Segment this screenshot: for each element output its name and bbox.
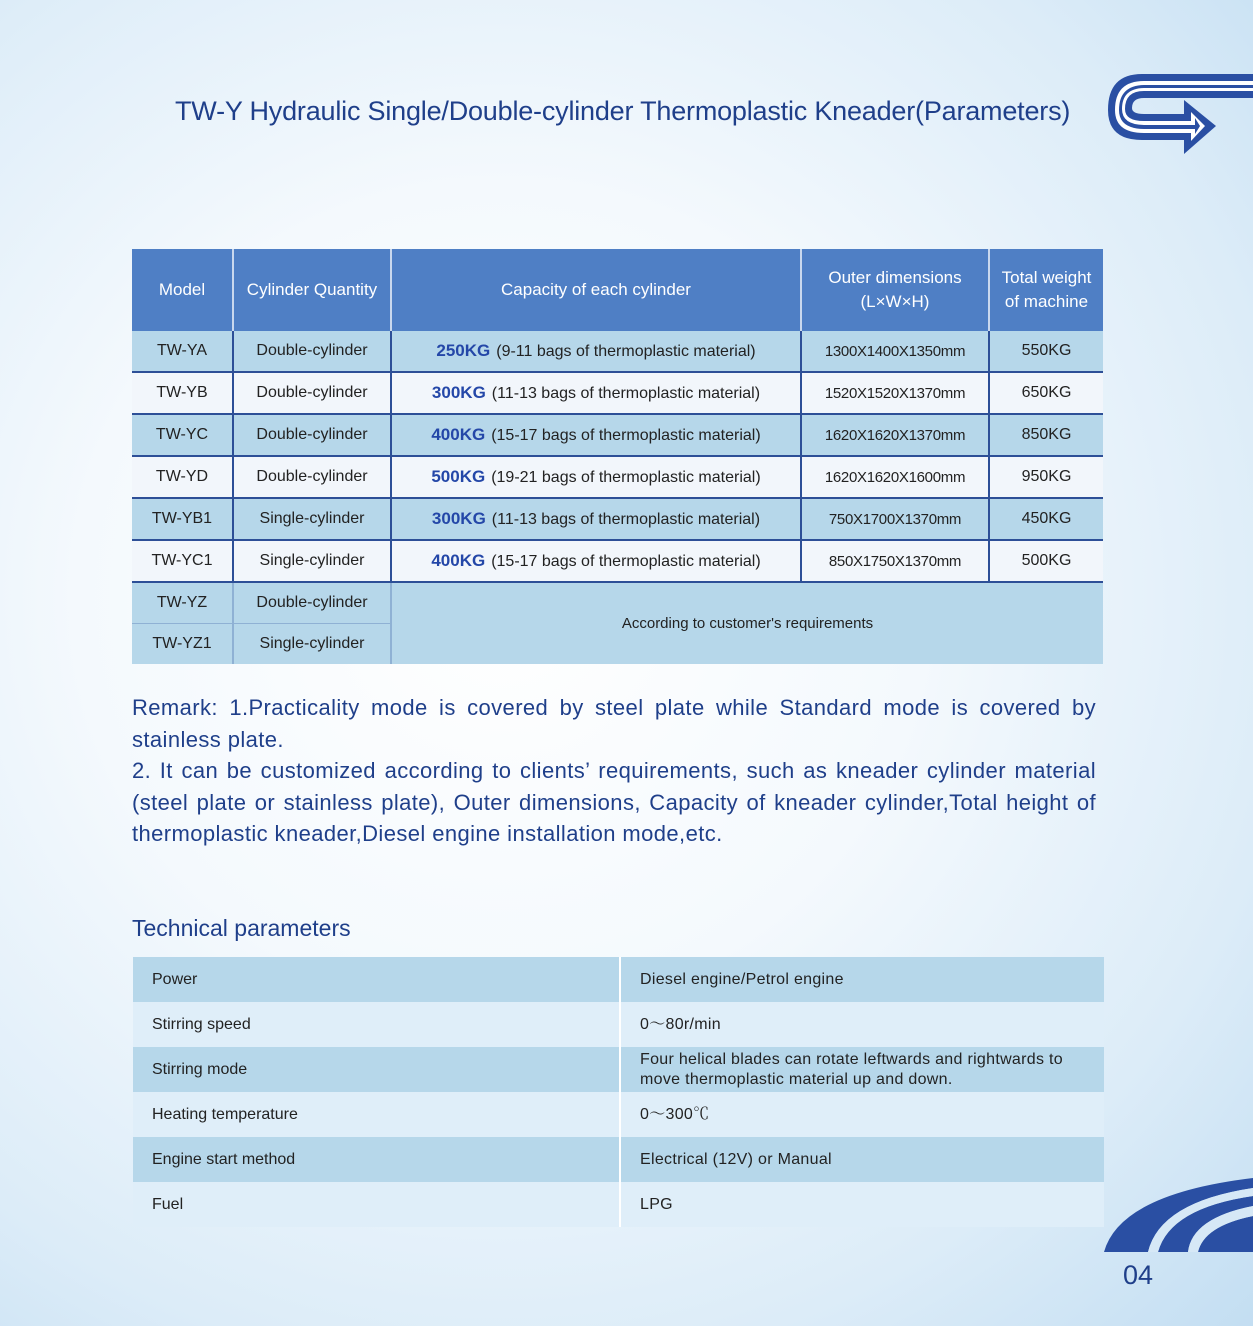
remark-block — [132, 692, 1096, 850]
capacity-note: (15-17 bags of thermoplastic material) — [491, 427, 761, 444]
tech-value: Electrical (12V) or Manual — [620, 1137, 1104, 1182]
table-row — [132, 498, 1103, 540]
table-row — [133, 957, 1104, 1002]
cylinder-cell: Single-cylinder — [233, 498, 391, 540]
technical-title: Technical parameters — [132, 915, 351, 941]
tech-key: Engine start method — [133, 1137, 620, 1182]
capacity-kg: 250KG — [436, 341, 491, 360]
dimensions-cell: 850X1750X1370mm — [801, 540, 989, 582]
cylinder-cell: Single-cylinder — [233, 624, 391, 665]
table-row — [132, 540, 1103, 582]
cylinder-cell: Double-cylinder — [233, 582, 391, 624]
tech-value: 0～80r/min — [620, 1002, 1104, 1047]
tech-key: Stirring speed — [133, 1002, 620, 1047]
dimensions-cell: 1620X1620X1600mm — [801, 456, 989, 498]
table-row — [133, 1182, 1104, 1227]
tech-key: Heating temperature — [133, 1092, 620, 1137]
weight-cell: 500KG — [989, 540, 1103, 582]
page-title: TW-Y Hydraulic Single/Double-cylinder Thermoplastic Kneader(Parameters) — [175, 96, 1071, 126]
capacity-note: (9-11 bags of thermoplastic material) — [496, 343, 756, 360]
remark-1: Remark: 1.Practicality mode is covered by steel plate while Standard mode is covered by stainless plate. — [132, 695, 1096, 752]
weight-cell: 450KG — [989, 498, 1103, 540]
tech-value: Four helical blades can rotate leftwards and rightwards to move thermoplastic material up and down. — [620, 1047, 1104, 1092]
parameters-table — [132, 249, 1103, 664]
weight-cell: 950KG — [989, 456, 1103, 498]
model-cell: TW-YZ — [132, 582, 233, 624]
header-total-weight-line1: Total weight — [1001, 268, 1092, 287]
tech-key: Fuel — [133, 1182, 620, 1227]
capacity-cell — [391, 540, 801, 582]
weight-cell: 550KG — [989, 331, 1103, 372]
remark-2: 2. It can be customized according to clients’ requirements, such as kneader cylinder material (steel plate or stainless plate), Outer dimensions, Capacity of kneader cylinder,Total height of thermoplastic kneader,Diesel engine installation mode,etc. — [132, 758, 1096, 847]
technical-table — [133, 957, 1104, 1227]
capacity-note: (19-21 bags of thermoplastic material) — [491, 469, 761, 486]
dimensions-cell: 1520X1520X1370mm — [801, 372, 989, 414]
table-row — [132, 372, 1103, 414]
model-cell: TW-YB1 — [132, 498, 233, 540]
tech-value: Diesel engine/Petrol engine — [620, 957, 1104, 1002]
capacity-kg: 300KG — [431, 383, 486, 402]
cylinder-cell: Double-cylinder — [233, 331, 391, 372]
capacity-kg: 400KG — [431, 551, 486, 570]
capacity-note: (11-13 bags of thermoplastic material) — [491, 385, 761, 402]
tech-key: Stirring mode — [133, 1047, 620, 1092]
capacity-cell — [391, 372, 801, 414]
header-total-weight — [989, 249, 1103, 331]
cylinder-cell: Single-cylinder — [233, 540, 391, 582]
tech-key: Power — [133, 957, 620, 1002]
capacity-cell — [391, 414, 801, 456]
table-row — [133, 1092, 1104, 1137]
model-cell: TW-YB — [132, 372, 233, 414]
custom-requirements-cell: According to customer's requirements — [391, 582, 1103, 664]
capacity-kg: 300KG — [431, 509, 486, 528]
capacity-cell — [391, 331, 801, 372]
road-swoosh-icon — [1100, 1174, 1253, 1254]
table-row — [132, 456, 1103, 498]
page-number: 04 — [1123, 1260, 1154, 1290]
capacity-cell — [391, 456, 801, 498]
table-row — [132, 582, 1103, 624]
header-model: Model — [132, 249, 233, 331]
tech-value: LPG — [620, 1182, 1104, 1227]
header-outer-dimensions-line2: (L×W×H) — [860, 292, 930, 311]
dimensions-cell: 1620X1620X1370mm — [801, 414, 989, 456]
model-cell: TW-YA — [132, 331, 233, 372]
cylinder-cell: Double-cylinder — [233, 414, 391, 456]
table-row — [133, 1047, 1104, 1092]
dimensions-cell: 1300X1400X1350mm — [801, 331, 989, 372]
capacity-cell — [391, 498, 801, 540]
model-cell: TW-YD — [132, 456, 233, 498]
capacity-kg: 500KG — [431, 467, 486, 486]
header-cylinder-quantity: Cylinder Quantity — [233, 249, 391, 331]
model-cell: TW-YC1 — [132, 540, 233, 582]
header-outer-dimensions-line1: Outer dimensions — [828, 268, 962, 287]
capacity-kg: 400KG — [431, 425, 486, 444]
table-row — [133, 1137, 1104, 1182]
cylinder-cell: Double-cylinder — [233, 456, 391, 498]
dimensions-cell: 750X1700X1370mm — [801, 498, 989, 540]
header-outer-dimensions — [801, 249, 989, 331]
capacity-note: (15-17 bags of thermoplastic material) — [491, 553, 761, 570]
model-cell: TW-YC — [132, 414, 233, 456]
arrow-logo-icon — [1100, 68, 1253, 160]
cylinder-cell: Double-cylinder — [233, 372, 391, 414]
table-row — [132, 331, 1103, 372]
tech-value: 0～300℃ — [620, 1092, 1104, 1137]
header-capacity: Capacity of each cylinder — [391, 249, 801, 331]
model-cell: TW-YZ1 — [132, 624, 233, 665]
capacity-note: (11-13 bags of thermoplastic material) — [491, 511, 761, 528]
weight-cell: 650KG — [989, 372, 1103, 414]
header-total-weight-line2: of machine — [1004, 292, 1089, 311]
table-row — [132, 414, 1103, 456]
weight-cell: 850KG — [989, 414, 1103, 456]
table-row — [133, 1002, 1104, 1047]
